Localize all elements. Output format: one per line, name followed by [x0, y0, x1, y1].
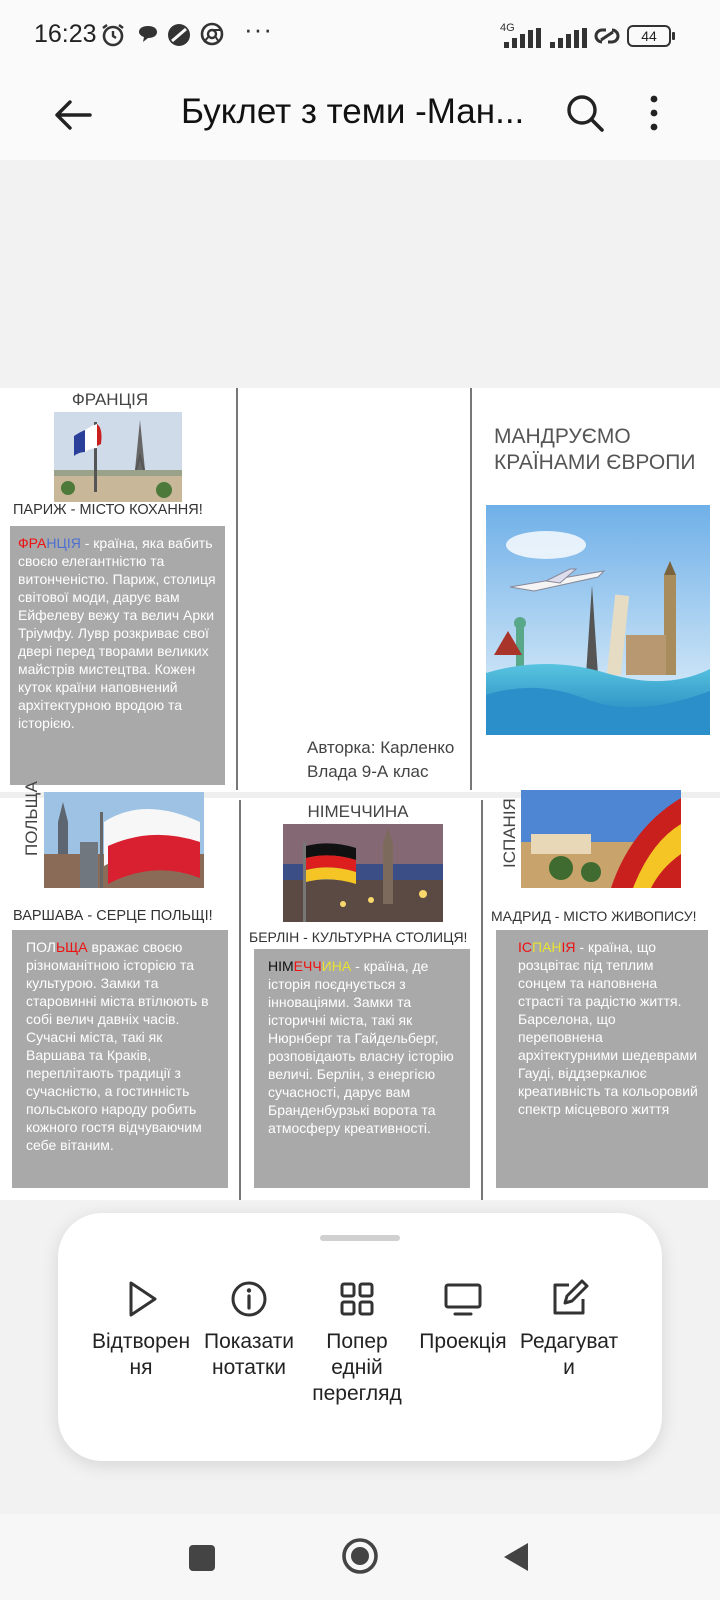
show-notes-button[interactable]: [194, 1277, 304, 1381]
poland-text-box: [12, 930, 228, 1188]
spain-name-part: ПАН: [532, 939, 562, 955]
poland-name-part: ПОЛ: [26, 939, 56, 955]
germany-name-part: ЕЧЧ: [293, 958, 322, 974]
play-button[interactable]: [86, 1277, 196, 1381]
play-label-2: ня: [129, 1356, 153, 1379]
projection-button[interactable]: [408, 1277, 518, 1355]
spain-text-box: [496, 930, 708, 1188]
poland-subtitle: ВАРШАВА - СЕРЦЕ ПОЛЬЩІ!: [13, 908, 213, 924]
info-icon: [227, 1277, 271, 1321]
author-text: Авторка: Карленко Влада 9-А клас: [307, 738, 455, 781]
divider: [470, 388, 472, 790]
recent-apps-icon[interactable]: [186, 1542, 218, 1574]
poland-title: ПОЛЬЩА: [22, 781, 41, 856]
projection-label: Проекція: [419, 1330, 507, 1353]
poland-description: вражає своєю різноманітною історією та культурою. Замки та старовинні міста втілюють в собі велич давніх часів. Сучасні міста, такі як Варшава та Краків, переплітають традиції з сучасністю, а гостинність польського народу робить кожного гостя відчуваючим себе вітаним.: [26, 939, 209, 1153]
more-notifications: ···: [244, 14, 273, 44]
germany-subtitle: БЕРЛІН - КУЛЬТУРНА СТОЛИЦЯ!: [249, 929, 468, 945]
back-nav-icon[interactable]: [500, 1540, 532, 1574]
spain-name-part: ІС: [518, 939, 532, 955]
home-icon[interactable]: [340, 1536, 380, 1576]
france-name-part: НЦІЯ: [46, 535, 81, 551]
battery-icon: 44: [627, 25, 671, 47]
booklet-heading: МАНДРУЄМО КРАЇНАМИ ЄВРОПИ: [494, 425, 696, 474]
spain-title: ІСПАНІЯ: [500, 798, 519, 868]
show-notes-label-2: нотатки: [212, 1356, 286, 1379]
poland-image: [44, 792, 204, 888]
back-arrow-icon[interactable]: [48, 90, 98, 140]
app-notification-icon: [166, 22, 192, 48]
edit-label: Редагуват: [519, 1330, 619, 1353]
divider: [239, 800, 241, 1200]
network-type: 4G: [500, 22, 515, 34]
sheet-handle[interactable]: [320, 1235, 400, 1241]
document-title: Буклет з теми -Ман...: [181, 92, 525, 131]
europe-travel-image: [486, 505, 710, 735]
alarm-icon: [100, 22, 126, 48]
more-options-icon[interactable]: [634, 88, 674, 138]
play-label: Відтворен: [91, 1330, 191, 1353]
germany-name-part: ИНА: [321, 958, 352, 974]
spain-name-part: ІЯ: [561, 939, 576, 955]
germany-image: [283, 824, 443, 922]
germany-title: НІМЕЧЧИНА: [307, 802, 409, 821]
france-name-part: ФРА: [18, 535, 47, 551]
spain-description: - країна, що розцвітає під теплим сонцем та наповнена страсті та радістю життя. Барселона, що переповнена архітектурними шедеврами Гауді, віддзеркалює креативність та кольоровий спектр місцевого життя: [518, 939, 698, 1117]
app-bar: [0, 72, 720, 160]
germany-text-box: [254, 949, 470, 1188]
signal-icon-2: [548, 28, 588, 48]
france-image: [54, 412, 182, 502]
preview-button[interactable]: [302, 1277, 412, 1407]
divider: [481, 800, 483, 1200]
grid-icon: [335, 1277, 379, 1321]
play-icon: [119, 1277, 163, 1321]
spain-subtitle: МАДРИД - МІСТО ЖИВОПИСУ!: [491, 908, 697, 924]
poland-name-part: ЬЩА: [55, 939, 88, 955]
divider: [236, 388, 238, 790]
edit-icon: [547, 1277, 591, 1321]
search-icon[interactable]: [560, 88, 610, 138]
monitor-icon: [441, 1277, 485, 1321]
preview-label: Попер: [326, 1330, 388, 1353]
chat-bubble-icon: [136, 22, 160, 46]
france-text-box: [10, 526, 225, 785]
edit-label-2: и: [563, 1356, 575, 1379]
germany-name-part: НІМ: [268, 958, 294, 974]
chrome-icon: [200, 22, 224, 46]
link-icon: [592, 24, 622, 48]
france-description: - країна, яка вабить своєю елегантністю та витонченістю. Париж, столиця світової моди, дарує вам Ейфелеву вежу та велич Арки Тріумфу. Лувр розкриває свої двері перед творами великих майстрів мистецтва. Кожен куток країни наповнений архітектурною вродою та історією.: [18, 535, 216, 731]
system-nav-bar: [0, 1514, 720, 1600]
edit-button[interactable]: [514, 1277, 624, 1381]
germany-description: - країна, де історія поєднується з інноваціями. Замки та історичні міста, такі як Нюрнберг та Гайдельберг, розповідають власну історію величі. Берлін, з енергією сучасності, дарує вам Бранденбурзькі ворота та атмосферу креативності.: [268, 958, 454, 1136]
preview-label-2: едній: [331, 1356, 383, 1379]
status-bar: [0, 0, 720, 72]
preview-label-3: перегляд: [312, 1382, 402, 1405]
france-subtitle: ПАРИЖ - МІСТО КОХАННЯ!: [13, 502, 203, 518]
show-notes-label: Показати: [203, 1330, 295, 1353]
spain-image: [521, 790, 681, 888]
france-title: ФРАНЦІЯ: [71, 390, 149, 409]
status-time: 16:23: [34, 20, 97, 48]
booklet-slide[interactable]: [0, 388, 720, 1200]
actions-sheet: [58, 1213, 662, 1461]
signal-icon: [500, 28, 542, 48]
